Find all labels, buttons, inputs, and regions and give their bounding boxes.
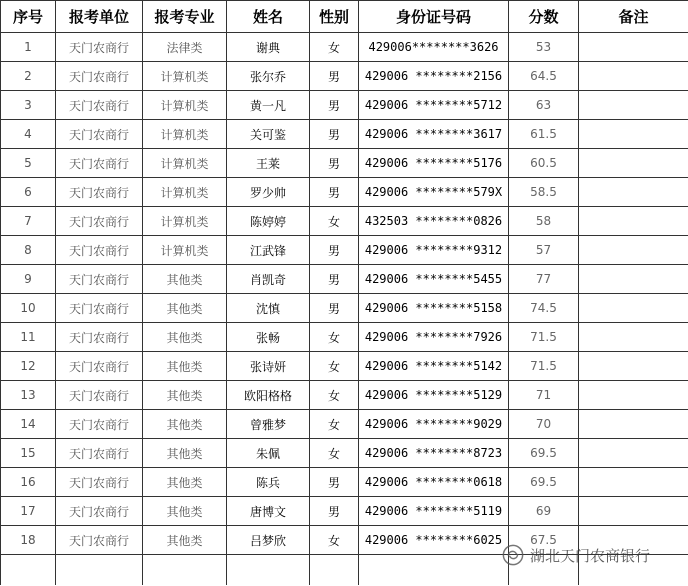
cell-major: 计算机类 — [143, 149, 227, 178]
blank-cell — [359, 555, 509, 586]
cell-gender: 女 — [310, 410, 359, 439]
cell-score: 58.5 — [509, 178, 579, 207]
header-gender: 性别 — [310, 1, 359, 33]
cell-name: 陈婷婷 — [227, 207, 310, 236]
cell-unit: 天门农商行 — [56, 439, 143, 468]
table-row — [1, 149, 688, 178]
cell-name: 吕梦欣 — [227, 526, 310, 555]
cell-no: 6 — [1, 178, 56, 207]
cell-score: 71 — [509, 381, 579, 410]
cell-no: 11 — [1, 323, 56, 352]
header-unit: 报考单位 — [56, 1, 143, 33]
cell-major: 其他类 — [143, 497, 227, 526]
cell-unit: 天门农商行 — [56, 91, 143, 120]
cell-id: 429006 ********8723 — [359, 439, 509, 468]
cell-no: 9 — [1, 265, 56, 294]
table-row — [1, 381, 688, 410]
cell-major: 其他类 — [143, 468, 227, 497]
table-row — [1, 410, 688, 439]
cell-gender: 女 — [310, 526, 359, 555]
cell-id: 429006 ********5129 — [359, 381, 509, 410]
cell-no: 4 — [1, 120, 56, 149]
cell-gender: 女 — [310, 381, 359, 410]
cell-id: 429006 ********6025 — [359, 526, 509, 555]
watermark-text: 湖北天门农商银行 — [530, 546, 651, 565]
cell-note — [579, 207, 688, 236]
cell-name: 王莱 — [227, 149, 310, 178]
cell-name: 张尔乔 — [227, 62, 310, 91]
cell-unit: 天门农商行 — [56, 497, 143, 526]
cell-name: 张畅 — [227, 323, 310, 352]
blank-cell — [310, 555, 359, 586]
cell-name: 欧阳格格 — [227, 381, 310, 410]
cell-id: 429006 ********9029 — [359, 410, 509, 439]
cell-id: 429006 ********579X — [359, 178, 509, 207]
cell-name: 江武锋 — [227, 236, 310, 265]
cell-score: 77 — [509, 265, 579, 294]
cell-gender: 男 — [310, 265, 359, 294]
table-row — [1, 62, 688, 91]
cell-major: 计算机类 — [143, 207, 227, 236]
cell-gender: 男 — [310, 178, 359, 207]
cell-unit: 天门农商行 — [56, 207, 143, 236]
cell-name: 张诗妍 — [227, 352, 310, 381]
cell-score: 69.5 — [509, 468, 579, 497]
table-row — [1, 33, 688, 62]
cell-no: 5 — [1, 149, 56, 178]
cell-score: 71.5 — [509, 352, 579, 381]
cell-major: 其他类 — [143, 294, 227, 323]
cell-name: 谢典 — [227, 33, 310, 62]
cell-major: 其他类 — [143, 265, 227, 294]
cell-note — [579, 149, 688, 178]
cell-score: 71.5 — [509, 323, 579, 352]
cell-score: 67.5 — [509, 526, 579, 555]
cell-note — [579, 439, 688, 468]
cell-major: 计算机类 — [143, 178, 227, 207]
cell-name: 沈慎 — [227, 294, 310, 323]
cell-score: 69 — [509, 497, 579, 526]
table-row — [1, 265, 688, 294]
cell-gender: 男 — [310, 294, 359, 323]
cell-gender: 男 — [310, 468, 359, 497]
cell-score: 60.5 — [509, 149, 579, 178]
cell-major: 其他类 — [143, 381, 227, 410]
table-row — [1, 178, 688, 207]
cell-unit: 天门农商行 — [56, 526, 143, 555]
wechat-official-account-icon — [502, 544, 524, 566]
cell-gender: 女 — [310, 352, 359, 381]
cell-no: 1 — [1, 33, 56, 62]
blank-cell — [56, 555, 143, 586]
header-score: 分数 — [509, 1, 579, 33]
cell-note — [579, 468, 688, 497]
cell-gender: 男 — [310, 149, 359, 178]
table-row — [1, 352, 688, 381]
cell-unit: 天门农商行 — [56, 178, 143, 207]
cell-no: 18 — [1, 526, 56, 555]
blank-cell — [1, 555, 56, 586]
cell-unit: 天门农商行 — [56, 265, 143, 294]
cell-note — [579, 323, 688, 352]
cell-id: 429006 ********0618 — [359, 468, 509, 497]
cell-note — [579, 62, 688, 91]
cell-no: 10 — [1, 294, 56, 323]
cell-id: 429006 ********3617 — [359, 120, 509, 149]
cell-id: 429006 ********5176 — [359, 149, 509, 178]
cell-major: 计算机类 — [143, 236, 227, 265]
cell-gender: 男 — [310, 91, 359, 120]
cell-id: 429006 ********5158 — [359, 294, 509, 323]
cell-unit: 天门农商行 — [56, 410, 143, 439]
header-note: 备注 — [579, 1, 688, 33]
cell-note — [579, 410, 688, 439]
cell-name: 肖凯奇 — [227, 265, 310, 294]
cell-note — [579, 178, 688, 207]
cell-gender: 男 — [310, 120, 359, 149]
cell-score: 53 — [509, 33, 579, 62]
cell-gender: 女 — [310, 33, 359, 62]
cell-gender: 男 — [310, 497, 359, 526]
cell-note — [579, 236, 688, 265]
cell-id: 429006 ********7926 — [359, 323, 509, 352]
cell-no: 12 — [1, 352, 56, 381]
cell-id: 429006 ********5712 — [359, 91, 509, 120]
cell-note — [579, 91, 688, 120]
cell-unit: 天门农商行 — [56, 149, 143, 178]
blank-cell — [227, 555, 310, 586]
cell-id: 429006 ********5119 — [359, 497, 509, 526]
cell-id: 429006********3626 — [359, 33, 509, 62]
cell-note — [579, 265, 688, 294]
table-body — [1, 33, 688, 555]
header-name: 姓名 — [227, 1, 310, 33]
blank-cell — [143, 555, 227, 586]
cell-note — [579, 294, 688, 323]
cell-gender: 女 — [310, 207, 359, 236]
table-row — [1, 439, 688, 468]
cell-gender: 男 — [310, 62, 359, 91]
cell-major: 法律类 — [143, 33, 227, 62]
cell-no: 13 — [1, 381, 56, 410]
cell-score: 74.5 — [509, 294, 579, 323]
cell-name: 朱佩 — [227, 439, 310, 468]
cell-major: 计算机类 — [143, 91, 227, 120]
cell-id: 432503 ********0826 — [359, 207, 509, 236]
cell-id: 429006 ********2156 — [359, 62, 509, 91]
cell-unit: 天门农商行 — [56, 62, 143, 91]
cell-gender: 女 — [310, 439, 359, 468]
table-row — [1, 236, 688, 265]
cell-name: 罗少帅 — [227, 178, 310, 207]
cell-note — [579, 497, 688, 526]
cell-name: 陈兵 — [227, 468, 310, 497]
cell-score: 64.5 — [509, 62, 579, 91]
cell-major: 其他类 — [143, 439, 227, 468]
cell-unit: 天门农商行 — [56, 468, 143, 497]
cell-note — [579, 33, 688, 62]
cell-score: 70 — [509, 410, 579, 439]
header-row — [1, 1, 688, 33]
cell-major: 其他类 — [143, 526, 227, 555]
cell-score: 63 — [509, 91, 579, 120]
table-row — [1, 468, 688, 497]
cell-major: 其他类 — [143, 323, 227, 352]
cell-no: 15 — [1, 439, 56, 468]
table-row — [1, 323, 688, 352]
header-no: 序号 — [1, 1, 56, 33]
cell-name: 关可鉴 — [227, 120, 310, 149]
cell-unit: 天门农商行 — [56, 381, 143, 410]
cell-no: 17 — [1, 497, 56, 526]
table-row — [1, 91, 688, 120]
cell-score: 58 — [509, 207, 579, 236]
cell-id: 429006 ********5142 — [359, 352, 509, 381]
watermark — [502, 542, 650, 568]
cell-no: 3 — [1, 91, 56, 120]
cell-unit: 天门农商行 — [56, 294, 143, 323]
cell-unit: 天门农商行 — [56, 323, 143, 352]
cell-id: 429006 ********9312 — [359, 236, 509, 265]
cell-note — [579, 120, 688, 149]
table-row — [1, 294, 688, 323]
cell-major: 计算机类 — [143, 62, 227, 91]
cell-name: 曾雅梦 — [227, 410, 310, 439]
cell-note — [579, 381, 688, 410]
cell-no: 7 — [1, 207, 56, 236]
cell-name: 唐博文 — [227, 497, 310, 526]
cell-score: 57 — [509, 236, 579, 265]
cell-note — [579, 352, 688, 381]
cell-name: 黄一凡 — [227, 91, 310, 120]
cell-major: 其他类 — [143, 410, 227, 439]
cell-score: 61.5 — [509, 120, 579, 149]
cell-major: 其他类 — [143, 352, 227, 381]
cell-major: 计算机类 — [143, 120, 227, 149]
cell-no: 14 — [1, 410, 56, 439]
cell-gender: 男 — [310, 236, 359, 265]
cell-no: 16 — [1, 468, 56, 497]
table-row — [1, 120, 688, 149]
cell-gender: 女 — [310, 323, 359, 352]
table-row — [1, 497, 688, 526]
cell-unit: 天门农商行 — [56, 352, 143, 381]
cell-score: 69.5 — [509, 439, 579, 468]
cell-no: 2 — [1, 62, 56, 91]
header-major: 报考专业 — [143, 1, 227, 33]
cell-unit: 天门农商行 — [56, 120, 143, 149]
table-row — [1, 207, 688, 236]
cell-no: 8 — [1, 236, 56, 265]
cell-unit: 天门农商行 — [56, 236, 143, 265]
cell-id: 429006 ********5455 — [359, 265, 509, 294]
header-id: 身份证号码 — [359, 1, 509, 33]
cell-unit: 天门农商行 — [56, 33, 143, 62]
